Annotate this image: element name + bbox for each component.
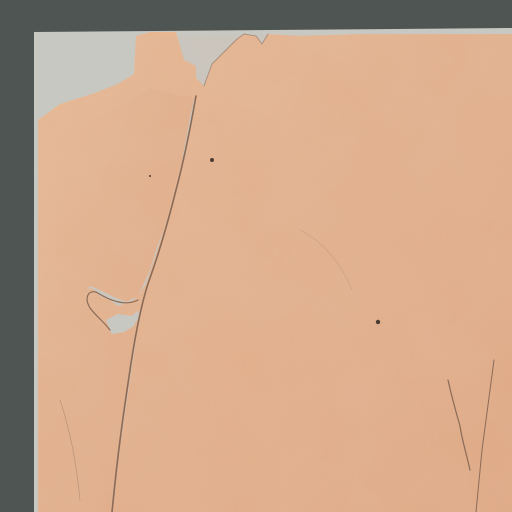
paper-sheet <box>38 32 512 512</box>
paper-grain <box>38 34 512 512</box>
speck <box>376 320 380 324</box>
speck <box>210 158 214 162</box>
speck <box>149 175 151 177</box>
